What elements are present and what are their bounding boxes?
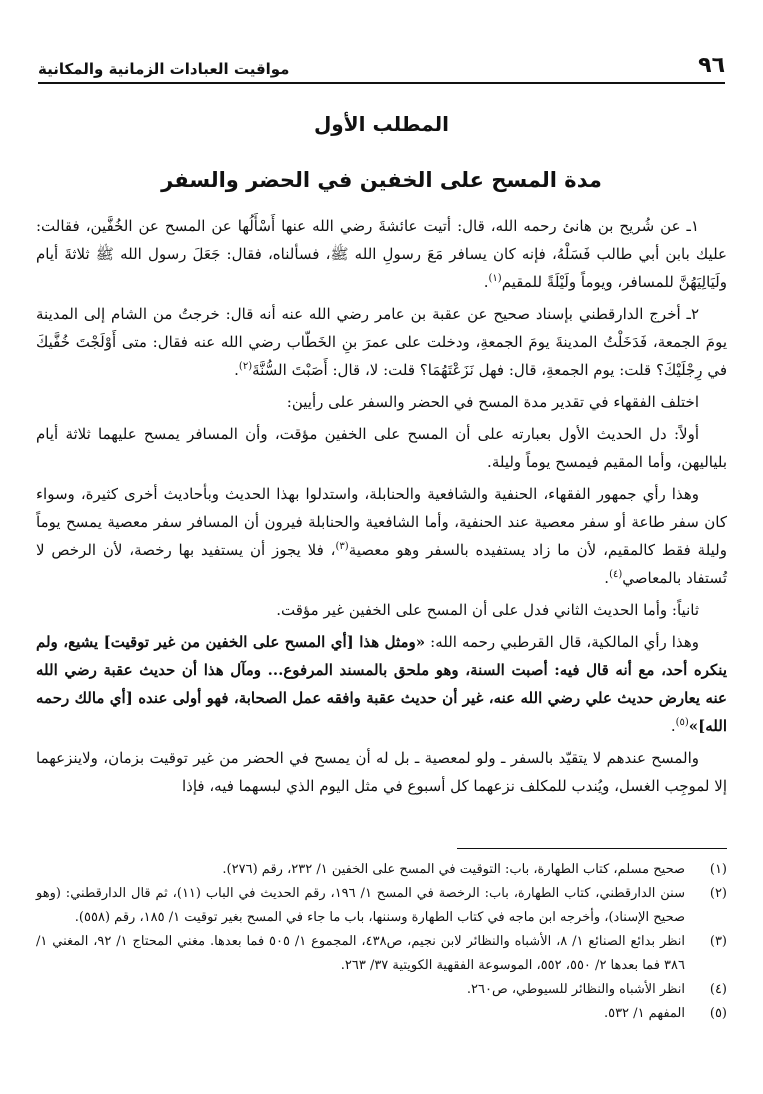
footnote (36, 978, 727, 1002)
paragraph-7-text-a: وهذا رأي المالكية، قال القرطبي رحمه الله: (425, 633, 699, 651)
footnote-text: صحيح مسلم، كتاب الطهارة، باب: التوقيت في المسح على الخفين ١/ ٢٣٢، رقم (٢٧٦). (222, 862, 685, 877)
footnotes (36, 858, 727, 1026)
paragraph-7-text-c: . (670, 717, 676, 735)
footnote-number: (٥) (709, 1006, 727, 1021)
running-title: مواقيت العبادات الزمانية والمكانية (38, 60, 290, 78)
body-text (36, 212, 727, 804)
paragraph-1-text: ١ـ عن شُريح بن هانئ رحمه الله، قال: أتيت عائشةَ رضي الله عنها أَسْأَلُها عن المسح عن الخُفَّين، فقالت: عليك بابن أبي طالب فَسَلْهُ، فإنه كان يسافر مَعَ رسولِ الله ﷺ، فسألناه، فقال: جَعَلَ رسول الله ﷺ ثلاثةَ أيام ولَيَالِيَهُنَّ للمسافر، ويوماً ولَيْلَةً للمقيم (36, 217, 727, 291)
footnote-text: سنن الدارقطني، كتاب الطهارة، باب: الرخصة في المسح ١/ ١٩٦، رقم الحديث في الباب (١١)، ثم قال الدارقطني: (وهو صحيح الإسناد)، وأخرجه ابن ماجه في كتاب الطهارة وسننها، باب ما جاء في المسح بغير توقيت ١/ ١٨٥، رقم (٥٥٨). (36, 886, 686, 925)
footnote-text: المفهم ١/ ٥٣٢. (603, 1006, 685, 1021)
footnote (36, 882, 727, 930)
footnote-ref-3: (٣) (335, 541, 349, 552)
paragraph-2-text: ٢ـ أخرج الدارقطني بإسناد صحيح عن عقبة بن عامر رضي الله عنه أنه قال: خرجتُ من الشام إلى المدينة يومَ الجمعة، فَدَخَلْتُ المدينةَ يومَ الجمعةِ، ودخلت على عمرَ بنِ الخَطّاب رضي الله عنه فقال: متى أَوْلَجْتَ خُفَّيكَ في رِجْلَيْكَ؟ قلت: يوم الجمعةِ، قال: فهل نَزَعْتَهُمَا؟ قلت: لا، قال: أَصَبْتَ السُّنَّةَ (36, 305, 727, 379)
paragraph-3: اختلف الفقهاء في تقدير مدة المسح في الحضر والسفر على رأيين: (286, 393, 699, 411)
footnote (36, 1002, 727, 1026)
quotation-bold: «ومثل هذا [أي المسح على الخفين من غير توقيت] يشيع، ولم ينكره أحد، مع أنه قال فيه: أصبت السنة، وهو ملحق بالمسند المرفوع... ومآل هذا أن حديث عقبة رضي الله عنه يعارض حديث علي رضي الله عنه، غير أن حديث عقبة وافقه عمل الصحابة، فهو أولى عنده [أي مالك رحمه الله]» (36, 633, 727, 735)
footnote-text: انظر بدائع الصنائع ١/ ٨، الأشباه والنظائر لابن نجيم، ص٤٣٨، المجموع ١/ ٥٠٥ فما بعدها. مغني المحتاج ١/ ٩٢، المغني ١/ ٣٨٦ فما بعدها ٢/ ٥٥٠، ٥٥٢، الموسوعة الفقهية الكويتية ٣٧/ ٢٦٣. (36, 934, 686, 973)
footnote-ref-2: (٢) (238, 361, 253, 372)
footnote-number: (٣) (709, 934, 727, 949)
paragraph-1: ١ـ عن شُريح بن هانئ رحمه الله، قال: أتيت عائشةَ رضي الله عنها أَسْأَلُها عن المسح عن الخُفَّين، فقالت: عليك بابن أبي طالب فَسَلْهُ، فإنه كان يسافر مَعَ رسولِ الله ﷺ، فسألناه، فقال: جَعَلَ رسول الله ﷺ ثلاثةَ أيام ولَيَالِيَهُنَّ للمسافر، ويوماً ولَيْلَةً للمقيم$^{(١)}$. (36, 217, 727, 291)
paragraph-5-text-a: وهذا رأي جمهور الفقهاء، الحنفية والشافعية والحنابلة، واستدلوا بهذا الحديث وبأحاديث أخرى كثيرة، وسواء كان سفر طاعة أو سفر معصية عند الحنفية، وأما الشافعية والحنابلة فيرون أن المسافر سفر معصية يمسح يوماً وليلة فقط كالمقيم، لأن ما زاد يستفيده بالسفر وهو معصية (36, 485, 727, 559)
footnote-ref-5: (٥) (675, 717, 689, 728)
paragraph-2: ٢ـ أخرج الدارقطني بإسناد صحيح عن عقبة بن عامر رضي الله عنه أنه قال: خرجتُ من الشام إلى المدينة يومَ الجمعة، فَدَخَلْتُ المدينةَ يومَ الجمعةِ، ودخلت على عمرَ بنِ الخَطّاب رضي الله عنه فقال: متى أَوْلَجْتَ خُفَّيكَ في رِجْلَيْكَ؟ قلت: يوم الجمعةِ، قال: فهل نَزَعْتَهُمَا؟ قلت: لا، قال: أَصَبْتَ السُّنَّةَ$^{(٢)}$. (36, 305, 727, 379)
paragraph-8: والمسح عندهم لا يتقيّد بالسفر ـ ولو لمعصية ـ بل له أن يمسح في الحضر من غير توقيت بزمان، ولاينزعهما إلا لموجِب الغسل، ويُندب للمكلف نزعهما كل أسبوع في مثل اليوم الذي لبسهما فيه، فإذا (36, 749, 727, 795)
paragraph-5 (36, 480, 727, 592)
running-header (38, 52, 725, 84)
paragraph-4: أولاً: دل الحديث الأول بعبارته على أن المسح على الخفين مؤقت، وأن المسافر يمسح عليهما ثلاثة أيام بلياليهن، وأما المقيم فيمسح يوماً وليلة. (36, 425, 727, 471)
footnote-separator (457, 848, 727, 849)
footnote-number: (١) (709, 862, 727, 877)
footnote-number: (٤) (709, 982, 727, 997)
footnote-text: انظر الأشباه والنظائر للسيوطي، ص٢٦٠. (466, 982, 685, 997)
paragraph-5-text-b: ، فلا يجوز أن يستفيد بها رخصة، لأن الرخص لا تُستفاد بالمعاصي (36, 541, 727, 587)
footnote (36, 930, 727, 978)
paragraph-5-text-c: . (604, 569, 610, 587)
footnote-number: (٢) (709, 886, 727, 901)
subsection-heading: مدة المسح على الخفين في الحضر والسفر (161, 168, 602, 192)
paragraph-7 (36, 628, 727, 740)
footnote (36, 858, 727, 882)
paragraph-6: ثانياً: وأما الحديث الثاني فدل على أن المسح على الخفين غير مؤقت. (276, 601, 699, 619)
footnote-ref-1: (١) (488, 273, 502, 284)
section-heading: المطلب الأول (313, 112, 450, 136)
page-number: ٩٦ (698, 53, 725, 78)
footnote-ref-4: (٤) (609, 569, 623, 580)
